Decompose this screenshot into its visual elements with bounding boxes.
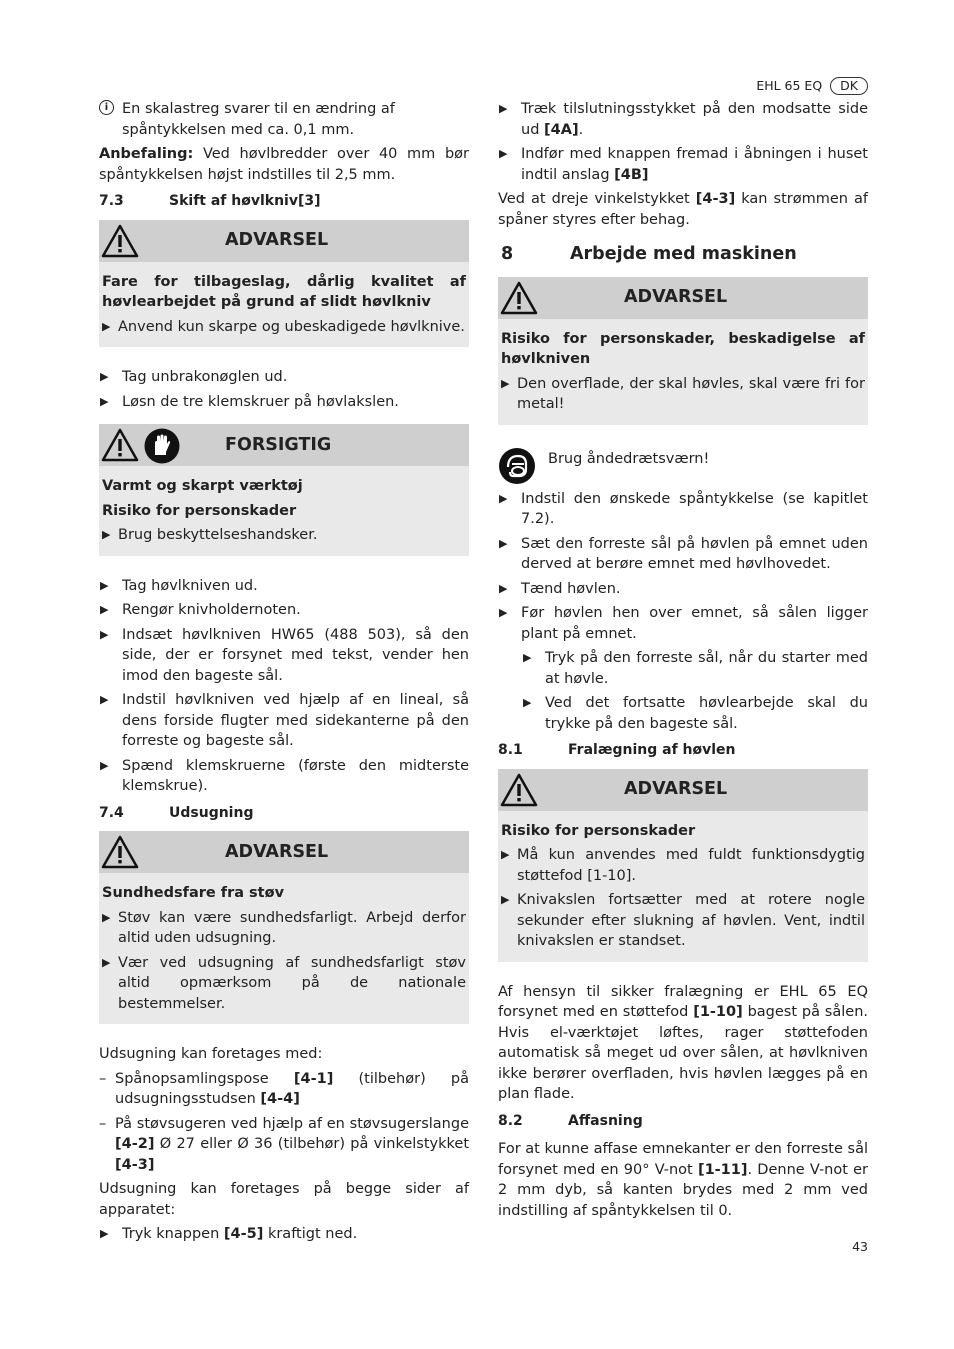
sub-step-item: ▶ Tryk på den forreste sål, når du starter med at høvle.: [522, 648, 868, 689]
page-number: 43: [852, 1239, 868, 1254]
left-column: [99, 99, 469, 1249]
respirator-text: Brug åndedrætsværn!: [548, 450, 710, 467]
warning-item: ▶ Må kun anvendes med fuldt funktionsdygtig støttefod [1-10].: [501, 845, 865, 886]
section-8-1-heading: 8.1 Fralægning af høvlen: [498, 742, 736, 758]
warning-item: ▶ Vær ved udsugning af sundhedsfarligt støv altid opmærksom på de nationale bestemmelser.: [102, 953, 466, 1015]
sub-step-item: ▶ Ved det fortsatte høvlearbejde skal du trykke på den bageste sål.: [522, 693, 868, 734]
warning-title: ADVARSEL: [225, 841, 329, 862]
section-8-2-heading: 8.2 Affasning: [498, 1112, 643, 1129]
section-8-heading: 8 Arbejde med maskinen: [501, 244, 797, 264]
warning-heading: Sundhedsfare fra støv: [102, 885, 285, 901]
recommendation: Anbefaling: Ved høvlbredder over 40 mm bør spåntykkelsen højst indstilles til 2,5 mm.: [99, 146, 470, 183]
warning-box: [99, 831, 469, 1024]
info-icon: i: [99, 100, 114, 115]
step-item: ▶ Tag unbrakonøglen ud.: [99, 367, 469, 388]
caution-line: Risiko for personskader: [102, 502, 297, 519]
step-item: ▶ Tænd høvlen.: [498, 579, 868, 600]
warning-triangle-icon: [500, 281, 538, 315]
section-7-4-heading: 7.4 Udsugning: [99, 804, 254, 821]
warning-box: [498, 769, 868, 962]
caution-line: Varmt og skarpt værktøj: [102, 478, 303, 494]
section-7-3-heading: 7.3 Skift af høvlkniv[3]: [99, 193, 321, 209]
page-header: [756, 76, 868, 97]
step-item: ▶ Indstil høvlkniven ved hjælp af en lineal, så dens forside flugter med sidekanterne på den forreste og bageste sål.: [99, 690, 469, 752]
warning-item: ▶ Den overflade, der skal høvles, skal være fri for metal!: [501, 374, 865, 415]
step-item: ▶ Sæt den forreste sål på høvlen på emnet uden derved at berøre emnet med høvlhovedet.: [498, 534, 868, 575]
step-item: ▶ Før høvlen hen over emnet, så sålen ligger plant på emnet.: [498, 603, 868, 644]
step-item: ▶ Indfør med knappen fremad i åbningen i huset indtil anslag [4B]: [498, 144, 868, 185]
step-item: ▶ Indsæt høvlkniven HW65 (488 503), så den side, der er forsynet med tekst, vender hen imod den bageste sål.: [99, 625, 469, 687]
caution-box: [99, 424, 469, 556]
warning-heading: Risiko for personskader, beskadigelse af høvlkniven: [501, 330, 865, 367]
step-item: ▶ Løsn de tre klemskruer på høvlakslen.: [99, 392, 469, 413]
right-column: [498, 99, 868, 1225]
warning-triangle-icon: [101, 835, 139, 869]
gloves-icon: [143, 428, 181, 464]
step-item: ▶ Tryk knappen [4-5] kraftigt ned.: [99, 1224, 469, 1245]
info-note: i En skalastreg svarer til en ændring af spåntykkelsen med ca. 0,1 mm.: [99, 99, 469, 140]
warning-box: [498, 277, 868, 425]
language-badge: DK: [830, 77, 868, 95]
paragraph: Ved at dreje vinkelstykket [4-3] kan strømmen af spåner styres efter behag.: [498, 191, 869, 228]
warning-item: ▶ Støv kan være sundhedsfarligt. Arbejd derfor altid uden udsugning.: [102, 908, 466, 949]
dash-item: – På støvsugeren ved hjælp af en støvsugerslange [4-2] Ø 27 eller Ø 36 (tilbehør) på vinkelstykket [4-3]: [99, 1114, 469, 1176]
warning-title: ADVARSEL: [225, 230, 329, 251]
warning-heading: Risiko for personskader: [501, 822, 696, 839]
paragraph: Af hensyn til sikker fralægning er EHL 65 EQ forsynet med en støttefod [1-10] bagest på sålen. Hvis el-værktøjet løftes, rager støttefoden automatisk så meget ud over sålen, at høvlkniven ikke berører overfladen, hvis høvlen lægges på en plan flade.: [498, 983, 868, 1102]
warning-title: ADVARSEL: [624, 287, 728, 308]
caution-item: ▶ Brug beskyttelseshandsker.: [102, 525, 466, 546]
warning-triangle-icon: [101, 428, 139, 462]
warning-box: [99, 220, 469, 348]
step-item: ▶ Tag høvlkniven ud.: [99, 576, 469, 597]
step-item: ▶ Træk tilslutningsstykket på den modsatte side ud [4A].: [498, 99, 868, 140]
warning-title: ADVARSEL: [624, 779, 728, 800]
paragraph: For at kunne affase emnekanter er den forreste sål forsynet med en 90° V-not [1-11]. Denne V-not er 2 mm dyb, så kanten brydes med 2 mm ved indstilling af spåntykkelsen til 0.: [498, 1141, 869, 1219]
warning-triangle-icon: [500, 773, 538, 807]
dash-item: – Spånopsamlingspose [4-1] (tilbehør) på udsugningsstudsen [4-4]: [99, 1069, 469, 1110]
respirator-note: [498, 449, 868, 489]
paragraph: Udsugning kan foretages på begge sider af apparatet:: [99, 1181, 469, 1218]
warning-item: ▶ Knivakslen fortsætter med at rotere nogle sekunder efter slukning af høvlen. Vent, indtil knivakslen er standset.: [501, 890, 865, 952]
warning-item: ▶ Anvend kun skarpe og ubeskadigede høvlknive.: [102, 317, 466, 338]
caution-title: FORSIGTIG: [225, 434, 332, 455]
step-item: ▶ Rengør knivholdernoten.: [99, 600, 469, 621]
warning-heading: Fare for tilbageslag, dårlig kvalitet af høvlearbejdet på grund af slidt høvlkniv: [102, 273, 466, 310]
warning-triangle-icon: [101, 224, 139, 258]
model-name: EHL 65 EQ: [756, 78, 823, 93]
step-item: ▶ Spænd klemskruerne (første den midterste klemskrue).: [99, 756, 469, 797]
paragraph: Udsugning kan foretages med:: [99, 1046, 323, 1062]
step-item: ▶ Indstil den ønskede spåntykkelse (se kapitlet 7.2).: [498, 489, 868, 530]
respirator-icon: [498, 447, 536, 485]
